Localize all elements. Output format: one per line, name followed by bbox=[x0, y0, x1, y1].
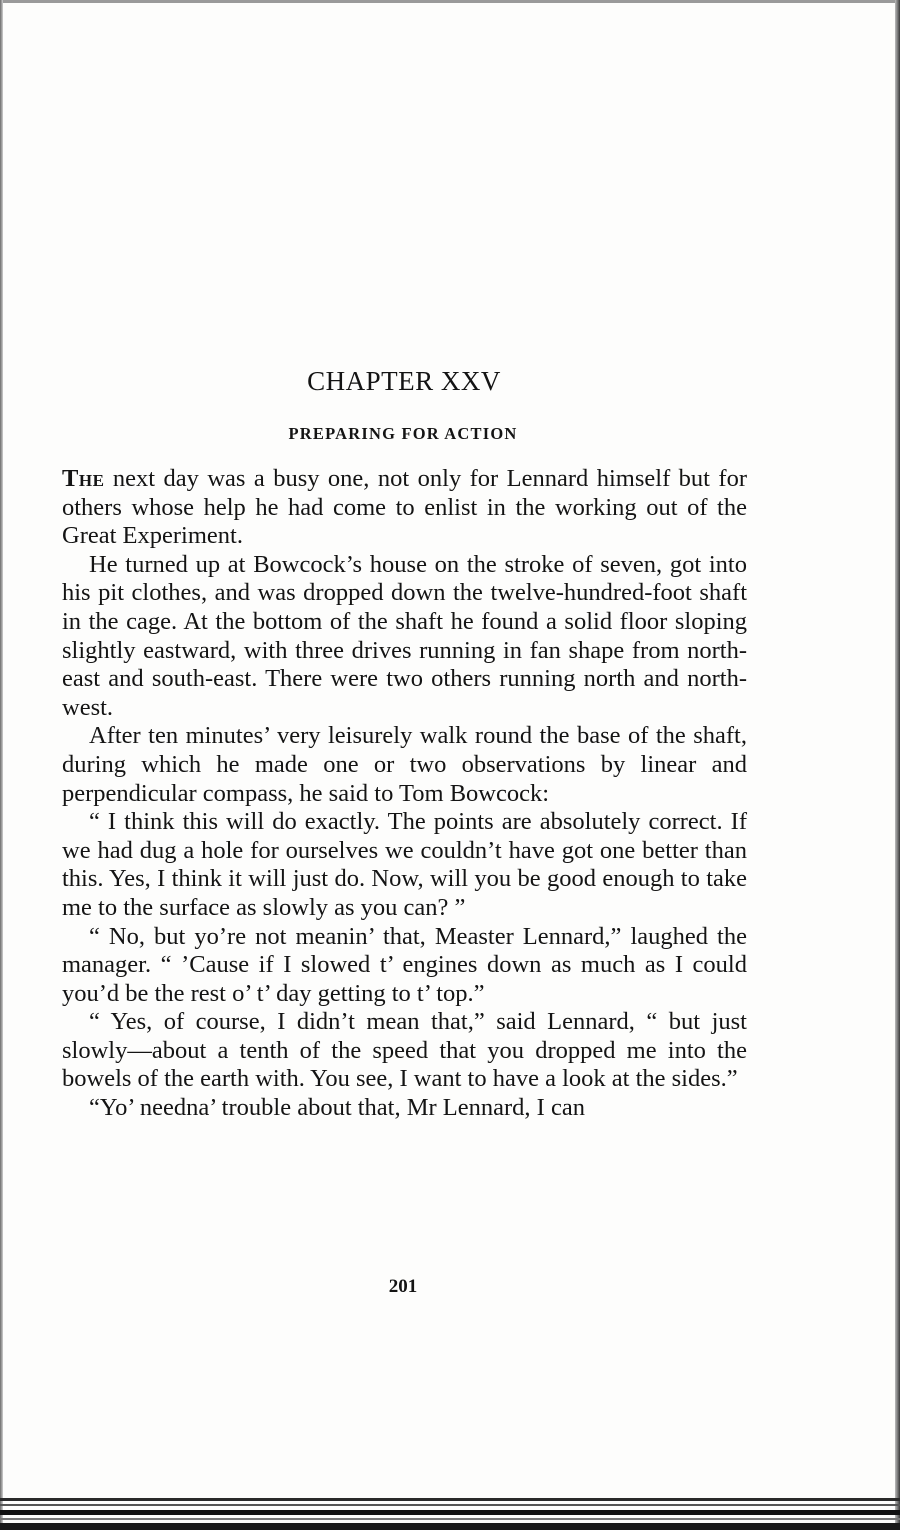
scan-edge-left bbox=[0, 0, 3, 1530]
paragraph-2: He turned up at Bowcock’s house on the stroke of seven, got into his pit clothes, and was dropped down the twelve-hundred-foot shaft in the cage. At the bottom of the shaft he found a solid floor sloping slightly eastward, with three drives running in fan shape from north-east and south-east. There were two others running north and north-west. bbox=[62, 550, 747, 721]
scan-edge-right bbox=[895, 0, 900, 1530]
page-number: 201 bbox=[388, 1276, 418, 1297]
paragraph-5: “ No, but yo’re not meanin’ that, Measter Lennard,” laughed the manager. “ ’Cause if I slowed t’ engines down as much as I could you’d be the rest o’ t’ day getting to t’ top.” bbox=[62, 922, 747, 1007]
paragraph-6: “ Yes, of course, I didn’t mean that,” said Lennard, “ but just slowly—about a tenth of the speed that you dropped me into the bowels of the earth with. You see, I want to have a look at the sides.” bbox=[62, 1008, 747, 1093]
paragraph-1 bbox=[62, 465, 747, 551]
paragraph-7: “Yo’ needna’ trouble about that, Mr Lennard, I can bbox=[89, 1094, 585, 1122]
paragraph-3: After ten minutes’ very leisurely walk round the base of the shaft, during which he made one or two observations by linear and perpendicular compass, he said to Tom Bowcock: bbox=[62, 722, 747, 807]
chapter-title: CHAPTER XXV bbox=[307, 366, 501, 396]
paragraph-4: “ I think this will do exactly. The points are absolutely correct. If we had dug a hole for ourselves we couldn’t have got one better than this. Yes, I think it will just do. Now, will you be good enough to take me to the surface as slowly as you can? ” bbox=[62, 808, 747, 921]
chapter-subtitle: PREPARING FOR ACTION bbox=[288, 424, 518, 443]
opening-word: The bbox=[62, 465, 105, 492]
paragraph-1-text: next day was a busy one, not only for Lennard himself but for others whose help he had come to enlist in the working out of the Great Experiment. bbox=[62, 465, 747, 550]
scan-edge-top bbox=[0, 0, 900, 3]
scan-edge-bottom bbox=[0, 1490, 900, 1530]
body-text bbox=[62, 465, 747, 1123]
